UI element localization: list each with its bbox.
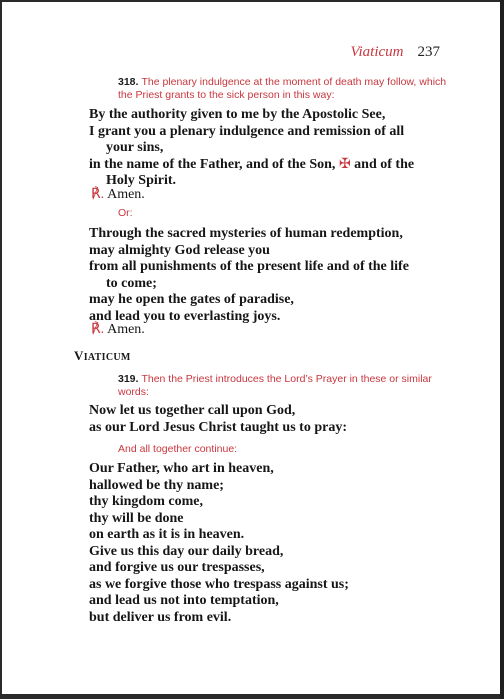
rubric-number: 318. [118, 76, 139, 88]
rubric-number: 319. [118, 373, 139, 385]
text-line: By the authority given to me by the Apostolic See, [89, 107, 386, 122]
text-span: and of the [354, 156, 415, 172]
response-text: Amen. [107, 322, 145, 337]
or-label: Or: [118, 207, 133, 219]
page-shadow [500, 0, 504, 699]
rubric-text: The plenary indulgence at the moment of death may follow, which the Priest grants to the sick person in this way: [118, 76, 447, 101]
page-number: 237 [417, 44, 440, 60]
running-head-title: Viaticum [350, 44, 404, 60]
response-text: Amen. [107, 187, 145, 202]
text-line: Now let us together call upon God, [89, 403, 296, 418]
prayer-line: thy will be done [89, 510, 184, 526]
text-line: I grant you a plenary indulgence and remission of all [89, 123, 405, 139]
text-line: Holy Spirit. [106, 173, 177, 188]
text-line: and lead you to everlasting joys. [89, 308, 281, 324]
text-line: as our Lord Jesus Christ taught us to pray: [89, 419, 347, 435]
prayer-line: on earth as it is in heaven. [89, 527, 245, 542]
rubric-text: Then the Priest introduces the Lord’s Prayer in these or similar words: [118, 373, 432, 398]
rubric-continue: And all together continue: [118, 443, 238, 455]
text-line: your sins, [106, 140, 164, 155]
text-line: from all punishments of the present life and of the life [89, 259, 409, 274]
prayer-line: but deliver us from evil. [89, 609, 232, 625]
prayer-line: Our Father, who art in heaven, [89, 461, 274, 476]
text-line: to come; [106, 275, 157, 291]
cross-symbol: ✠ [338, 156, 351, 172]
heading-rest: IATICUM [83, 352, 131, 363]
prayer-line: as we forgive those who trespass against us; [89, 576, 349, 592]
prayer-line: hallowed be thy name; [89, 477, 224, 493]
text-line: may almighty God release you [89, 242, 270, 258]
response-symbol: ℟. [91, 187, 105, 202]
prayer-line: thy kingdom come, [89, 494, 203, 509]
heading-initial: V [74, 348, 84, 363]
prayer-line: and lead us not into temptation, [89, 593, 279, 608]
prayer-line: Give us this day our daily bread, [89, 543, 284, 559]
text-line: may he open the gates of paradise, [89, 292, 294, 307]
text-line: Through the sacred mysteries of human redemption, [89, 226, 403, 241]
prayer-line: and forgive us our trespasses, [89, 560, 265, 575]
text-span: in the name of the Father, and of the Son, [89, 156, 336, 172]
response-symbol: ℟. [91, 322, 105, 337]
